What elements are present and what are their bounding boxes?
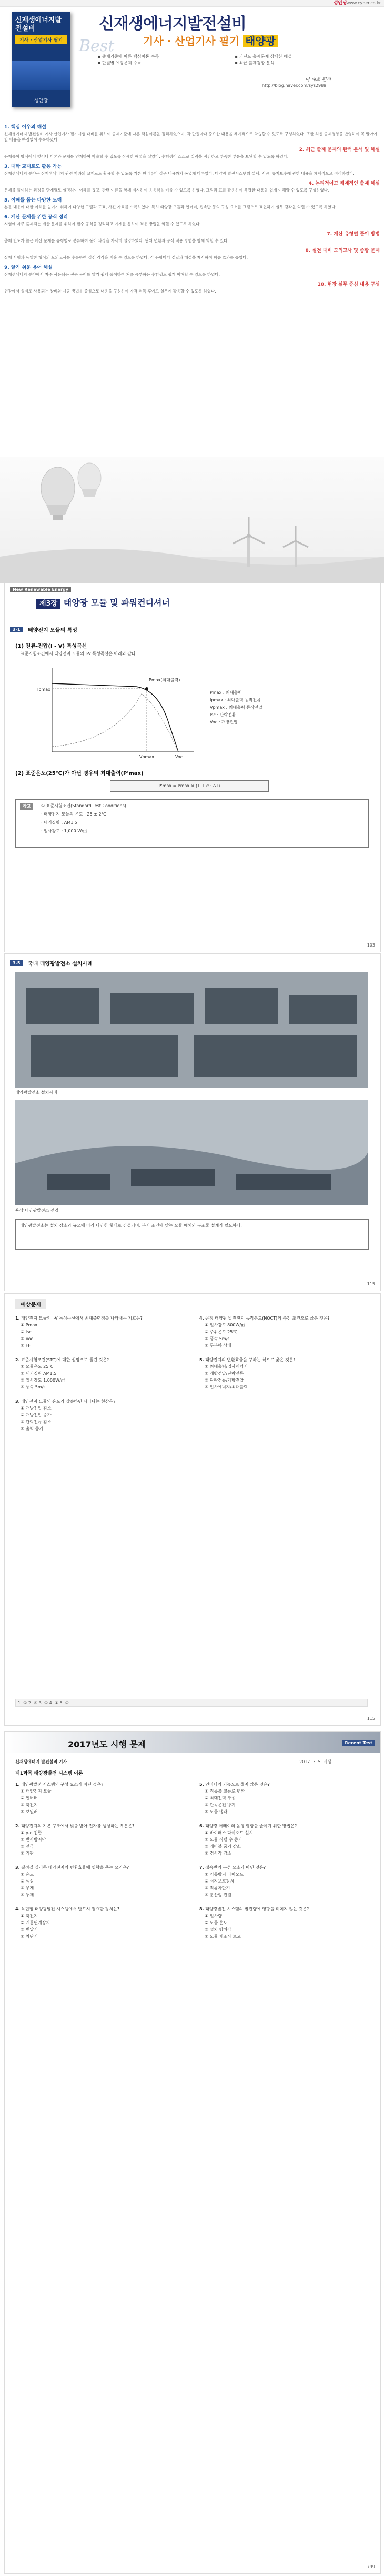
- page-number: 115: [367, 1282, 375, 1286]
- note-line: ① 표준시험조건(Standard Test Conditions): [41, 803, 126, 808]
- intro-section-body: 신재생에너지 발전설비 기사 산업기사 필기시험 대비를 위하여 출제기준에 따른 핵심이론을 정리하였으며, 각 단원마다 중요한 내용을 체계적으로 학습할 수 있도록 구성하였다. 또한 최신 출제경향을 반영하여 꼭 알아야 할 내용을 빠짐없이 수록하였다.: [4, 132, 378, 142]
- answer-option[interactable]: ④ 차단기: [21, 1934, 38, 1939]
- note-line: · 태양전지 모듈의 온도 : 25 ± 2℃: [41, 812, 106, 817]
- question-number: 4.: [15, 1907, 20, 1911]
- page-number: 799: [367, 2564, 375, 2569]
- question-body: 접속반의 구성 요소가 아닌 것은?: [205, 1865, 266, 1870]
- answer-option[interactable]: ④ 출력 증가: [21, 1426, 44, 1431]
- formula-text: P'max = Pmax × (1 + α · ΔT): [158, 783, 220, 788]
- answer-option[interactable]: ① Pmax: [21, 1323, 37, 1327]
- question-text: [199, 1906, 373, 1913]
- question-text: [15, 1864, 189, 1871]
- question-body: 태양전지 모듈의 온도가 상승하면 나타나는 현상은?: [21, 1399, 116, 1404]
- answer-option[interactable]: ① 일사량: [205, 1914, 222, 1918]
- feature-bullet: ▪ 최근 출제경향 분석: [235, 61, 275, 65]
- scenery-illustration: [0, 457, 384, 583]
- answer-option[interactable]: ④ 두께: [21, 1893, 34, 1897]
- answer-option[interactable]: ③ 무게: [21, 1886, 34, 1890]
- answer-option[interactable]: ① 역류방지 다이오드: [205, 1872, 244, 1877]
- question-body: 공칭 태양광 발전전지 동작온도(NOCT)의 측정 조건으로 옳은 것은?: [205, 1316, 330, 1321]
- answer-option[interactable]: ① p-n 접합: [21, 1830, 42, 1835]
- question-item: [199, 1356, 373, 1391]
- question-number: 4.: [199, 1316, 204, 1321]
- curve-label-voc: Voc: [175, 754, 183, 759]
- intro-section-title: 2. 최근 출제 문제의 완벽 분석 및 해설: [299, 147, 380, 153]
- question-body: 결정질 실리콘 태양전지의 변환효율에 영향을 주는 요인은?: [21, 1865, 129, 1870]
- question-number: 6.: [199, 1824, 204, 1828]
- note-box: [15, 799, 369, 848]
- answer-key: 1. ① 2. ④ 3. ① 4. ① 5. ①: [15, 1699, 368, 1707]
- answer-option[interactable]: ① 태양전지 모듈: [21, 1789, 52, 1794]
- intro-section-title: 5. 이해를 돕는 다양한 도해: [4, 198, 62, 203]
- question-number: 1.: [15, 1782, 20, 1787]
- svg-text:Voc : 개방전압: Voc : 개방전압: [210, 720, 238, 724]
- answer-option[interactable]: ③ 전극: [21, 1844, 34, 1849]
- answer-option[interactable]: ① 온도: [21, 1872, 34, 1877]
- author-name: 여 태호 편저: [305, 77, 331, 83]
- answer-option[interactable]: ① 모듈온도 25℃: [21, 1364, 54, 1369]
- solar-plant-photo-1: [15, 972, 368, 1088]
- photo-caption: 육상 태양광발전소 전경: [15, 1208, 59, 1213]
- answer-option[interactable]: ③ 단독운전 방지: [205, 1803, 236, 1807]
- question-number: 7.: [199, 1865, 204, 1870]
- book-cover-stripe: [12, 61, 70, 90]
- page-number: 115: [367, 1716, 375, 1721]
- brand-bar: [0, 0, 384, 7]
- feature-bullet: ▪ 출제기준에 따른 핵심이론 수록: [98, 54, 159, 59]
- book-cover-band: 기사 · 산업기사 필기: [15, 35, 67, 44]
- note-line: · 일사강도 : 1,000 W/㎡: [41, 829, 87, 833]
- intro-section-body: 실제 시험과 동일한 형식의 모의고사를 수록하여 실전 감각을 키울 수 있도록 하였다. 각 문항마다 정답과 해설을 제시하여 학습 효과를 높였다.: [4, 255, 248, 260]
- question-number: 3.: [15, 1399, 20, 1404]
- chapter-title: 태양광 모듈 및 파워컨디셔너: [63, 598, 170, 608]
- exam-date: 2017. 3. 5. 시행: [299, 1759, 332, 1764]
- question-item: [199, 1315, 373, 1349]
- answer-option[interactable]: ④ 모듈 냉각: [205, 1809, 228, 1814]
- publisher-url[interactable]: www.cyber.co.kr: [346, 1, 381, 5]
- book-cover-title: 신재생에너지발전설비: [15, 16, 62, 33]
- curve-label-ipmax: Ipmax: [37, 687, 50, 692]
- question-number: 2.: [15, 1357, 20, 1362]
- answer-option[interactable]: ④ 보일러: [21, 1809, 38, 1814]
- question-text: [199, 1781, 373, 1788]
- intro-section-body: 문제풀이 방식에서 벗어나 이론과 문제를 연계하여 학습할 수 있도록 상세한 해설을 실었다. 수험생이 스스로 실력을 점검하고 부족한 부분을 보완할 수 있도록 하였다.: [4, 154, 289, 159]
- note-label: 참고: [20, 803, 33, 810]
- iv-curve-figure: [36, 662, 331, 762]
- question-body: 태양전지의 변환효율을 구하는 식으로 옳은 것은?: [205, 1357, 296, 1362]
- intro-section-title: 10. 현장 실무 중심 내용 구성: [317, 282, 380, 287]
- best-watermark: Best: [79, 37, 115, 55]
- textbook-page-practice: [4, 1293, 381, 1726]
- question-text: [199, 1315, 373, 1322]
- intro-section-list: [4, 123, 380, 294]
- solar-plant-photo-2: [15, 1100, 368, 1205]
- textbook-page-install-cases: [4, 953, 381, 1291]
- question-text: [15, 1906, 189, 1913]
- answer-option[interactable]: ③ 직류차단기: [205, 1886, 230, 1890]
- intro-section-title: 8. 실전 대비 모의고사 및 종합 문제: [305, 248, 380, 254]
- svg-text:Pmax : 최대출력: Pmax : 최대출력: [210, 690, 242, 695]
- answer-option[interactable]: ② 모듈 직렬 수 증가: [205, 1837, 242, 1842]
- intro-section-body: 시험에 자주 출제되는 계산 문제를 위하여 필수 공식을 정리하고 예제를 통하여 적용 방법을 익힐 수 있도록 하였다.: [4, 222, 201, 226]
- answer-option[interactable]: ③ 축전지: [21, 1803, 38, 1807]
- answer-option[interactable]: ③ 일사강도 1,000W/㎡: [21, 1378, 65, 1383]
- intro-section-title: 9. 알기 쉬운 용어 해설: [4, 265, 53, 270]
- formula-box: [110, 780, 269, 792]
- answer-option[interactable]: ② 반사방지막: [21, 1837, 46, 1842]
- book-title: 신재생에너지발전설비: [99, 15, 246, 33]
- intro-section-body: 현장에서 실제로 사용되는 장비와 시공 방법을 중심으로 내용을 구성하여 자격 취득 후에도 실무에 활용할 수 있도록 하였다.: [4, 289, 216, 294]
- question-item: [199, 1864, 373, 1898]
- answer-option[interactable]: ① 직류를 교류로 변환: [205, 1789, 245, 1794]
- answer-option[interactable]: ① 최대출력/입사에너지: [205, 1364, 248, 1369]
- answer-option[interactable]: ④ 모듈 제조사 로고: [205, 1934, 241, 1939]
- answer-option[interactable]: ③ 단락전류 감소: [21, 1420, 52, 1424]
- curve-label-vpmax: Vpmax: [139, 754, 154, 759]
- answer-option[interactable]: ② 주위온도 25℃: [205, 1330, 238, 1334]
- book-subtitle: [143, 33, 278, 48]
- question-item: [15, 1823, 189, 1857]
- note-line: · 대기질량 : AM1.5: [41, 820, 77, 825]
- book-cover-image: [12, 12, 70, 107]
- question-item: [15, 1398, 189, 1432]
- exam-name: 신재생에너지 발전설비 기사: [15, 1759, 67, 1764]
- exam-subject: 제1과목 태양광발전 시스템 이론: [15, 1771, 83, 1776]
- answer-option[interactable]: ④ 기판: [21, 1851, 34, 1856]
- intro-section-title: 3. 대학 교재로도 활용 가능: [4, 164, 62, 169]
- section-number: 3-1: [10, 627, 23, 632]
- question-body: 독립형 태양광발전 시스템에서 반드시 필요한 장치는?: [21, 1907, 120, 1911]
- recent-test-banner: [5, 1732, 380, 1753]
- note-text: 태양광발전소는 설치 장소와 규모에 따라 다양한 형태로 건설되며, 부지 조건에 맞는 모듈 배치와 구조물 설계가 필요하다.: [20, 1223, 242, 1228]
- practice-title: 예상문제: [15, 1299, 46, 1309]
- section-number: 3-5: [10, 960, 23, 966]
- question-body: 태양광발전 시스템의 발전량에 영향을 미치지 않는 것은?: [205, 1907, 309, 1911]
- feature-bullet: ▪ 과년도 출제문제 상세한 해설: [235, 54, 292, 59]
- feature-bullet: ▪ 단원별 예상문제 수록: [98, 61, 142, 65]
- question-item: [199, 1823, 373, 1857]
- photo-caption: 태양광발전소 설치사례: [15, 1090, 57, 1095]
- answer-option[interactable]: ② 최대전력 추종: [205, 1796, 236, 1800]
- question-number: 8.: [199, 1907, 204, 1911]
- svg-text:Vpmax : 최대출력 동작전압: Vpmax : 최대출력 동작전압: [210, 705, 263, 710]
- answer-option[interactable]: ① 축전지: [21, 1914, 38, 1918]
- svg-text:Isc : 단락전류: Isc : 단락전류: [210, 712, 236, 717]
- answer-option[interactable]: ③ 풍속 5m/s: [205, 1336, 230, 1341]
- book-introduction: [4, 120, 380, 457]
- answer-option[interactable]: ② Isc: [21, 1330, 32, 1334]
- intro-section-title: 6. 계산 문제를 위한 공식 정리: [4, 215, 68, 220]
- answer-option[interactable]: ① 개방전압 감소: [21, 1406, 52, 1411]
- intro-section-title: 7. 계산 유형별 풀이 방법: [327, 232, 380, 237]
- question-body: 태양전지의 기본 구조에서 빛을 받아 전자를 생성하는 부분은?: [21, 1824, 135, 1828]
- book-cover-publisher: 성안당: [34, 98, 48, 104]
- answer-option[interactable]: ② 계통연계장치: [21, 1920, 50, 1925]
- question-item: [15, 1315, 189, 1349]
- iv-curve-legend: [210, 690, 262, 724]
- section-title: 국내 태양광발전소 설치사례: [28, 961, 93, 967]
- subsection-heading: (1) 전류-전압(I - V) 특성곡선: [15, 643, 87, 649]
- answer-option[interactable]: ④ 경사각 감소: [205, 1851, 231, 1856]
- answer-option[interactable]: ④ 풍속 5m/s: [21, 1385, 46, 1390]
- question-text: [199, 1823, 373, 1829]
- book-tag: New Renewable Energy: [10, 587, 71, 592]
- intro-section-body: 본문 내용에 대한 이해를 높이기 위하여 다양한 그림과 도표, 사진 자료를 수록하였다. 특히 태양광 모듈과 인버터, 접속반 등의 구성 요소를 그림으로 표현하여 실무 감각을 익힐 수 있도록 하였다.: [4, 205, 337, 209]
- note-box: [15, 1219, 369, 1250]
- curve-label-pmax: Pmax(최대출력): [149, 678, 180, 682]
- question-number: 3.: [15, 1865, 20, 1870]
- answer-option[interactable]: ② 인버터: [21, 1796, 38, 1800]
- question-text: [199, 1356, 373, 1363]
- answer-option[interactable]: ② 모듈 온도: [205, 1920, 228, 1925]
- intro-section-body: 신재생에너지 분야에서 자주 사용되는 전문 용어를 알기 쉽게 풀이하여 처음 공부하는 수험생도 쉽게 이해할 수 있도록 하였다.: [4, 272, 220, 277]
- question-body: 표준시험조건(STC)에 대한 설명으로 틀린 것은?: [21, 1357, 109, 1362]
- question-body: 인버터의 기능으로 옳지 않은 것은?: [205, 1782, 270, 1787]
- question-item: [199, 1781, 373, 1815]
- answer-option[interactable]: ① 바이패스 다이오드 설치: [205, 1830, 254, 1835]
- question-body: 태양광발전 시스템의 구성 요소가 아닌 것은?: [21, 1782, 104, 1787]
- subtitle-main: 기사 · 산업기사 필기: [143, 35, 240, 47]
- chapter-number: 제3장: [36, 599, 60, 609]
- answer-option[interactable]: ③ 케이블 굵기 감소: [205, 1844, 241, 1849]
- book-cover-header: [0, 0, 384, 124]
- answer-option[interactable]: ④ 입사에너지/최대출력: [205, 1385, 248, 1390]
- intro-section-body: 문제를 풀이하는 과정을 단계별로 설명하여 이해를 돕고, 관련 이론을 함께 제시하여 응용력을 키울 수 있도록 하였다. 그림과 표를 활용하여 복잡한 내용을 쉽게 이해할 수 있도록 구성하였다.: [4, 188, 329, 193]
- practice-column-left: [15, 1315, 189, 1440]
- feature-bullets: [98, 54, 382, 66]
- subtitle-highlight: 태양광: [243, 35, 278, 47]
- question-item: [15, 1906, 189, 1940]
- publisher-logo: 성안당: [333, 1, 347, 6]
- answer-option[interactable]: ② 색상: [21, 1879, 34, 1884]
- page-number: 103: [367, 943, 375, 948]
- intro-section-body: 출제 빈도가 높은 계산 문제를 유형별로 분류하여 풀이 과정을 자세히 설명하였다. 단위 변환과 공식 적용 방법을 함께 익힐 수 있다.: [4, 238, 229, 243]
- subsection-heading: (2) 표준온도(25℃)가 아닌 경우의 최대출력(P'max): [15, 771, 144, 777]
- answer-option[interactable]: ② 서지보호장치: [205, 1879, 235, 1884]
- answer-option[interactable]: ② 개방전압/단락전류: [205, 1371, 244, 1376]
- answer-option[interactable]: ② 개방전압 증가: [21, 1413, 52, 1417]
- answer-option[interactable]: ④ 분산형 전원: [205, 1893, 231, 1897]
- answer-option[interactable]: ③ Voc: [21, 1336, 33, 1341]
- recent-test-badge: Recent Test: [342, 1740, 375, 1746]
- question-number: 5.: [199, 1782, 204, 1787]
- answer-option[interactable]: ③ 단락전류/개방전압: [205, 1378, 244, 1383]
- question-text: [15, 1823, 189, 1829]
- svg-text:Ipmax : 최대출력 동작전류: Ipmax : 최대출력 동작전류: [210, 698, 261, 702]
- question-item: [199, 1906, 373, 1940]
- textbook-page-recent-test: [4, 1731, 381, 2574]
- answer-option[interactable]: ② 대기질량 AM1.5: [21, 1371, 57, 1376]
- textbook-page-103: [4, 583, 381, 952]
- question-text: [15, 1781, 189, 1788]
- question-text: [15, 1398, 189, 1405]
- recent-test-title: 2017년도 시행 문제: [68, 1739, 146, 1749]
- exam-column-right: [199, 1781, 373, 1947]
- question-text: [15, 1315, 189, 1322]
- author-blog-link[interactable]: http://blog.naver.com/sys2989: [262, 83, 327, 88]
- intro-section-title: 4. 논리적이고 체계적인 출제 해설: [308, 181, 380, 186]
- intro-section-title: 1. 핵심 이우의 해설: [4, 125, 46, 130]
- intro-section-body: 신재생에너지 분야는 신재생에너지 관련 학과의 교재로도 활용할 수 있도록 기본 원리부터 실무 내용까지 폭넓게 다루었다. 태양광 발전시스템의 설계, 시공, 유지보수에 관한 내용을 체계적으로 정리하였다.: [4, 171, 355, 176]
- question-body: 태양광 어레이의 음영 영향을 줄이기 위한 방법은?: [205, 1824, 297, 1828]
- answer-option[interactable]: ④ FF: [21, 1343, 31, 1348]
- practice-column-right: [199, 1315, 373, 1398]
- section-title: 태양전지 모듈의 특성: [28, 628, 77, 633]
- question-number: 5.: [199, 1357, 204, 1362]
- question-text: [15, 1356, 189, 1363]
- question-item: [15, 1356, 189, 1391]
- answer-option[interactable]: ④ 무부하 상태: [205, 1343, 231, 1348]
- question-text: [199, 1864, 373, 1871]
- answer-option[interactable]: ③ 변압기: [21, 1927, 38, 1932]
- exam-column-left: [15, 1781, 189, 1947]
- question-number: 2.: [15, 1824, 20, 1828]
- answer-option[interactable]: ① 일사강도 800W/㎡: [205, 1323, 246, 1327]
- question-number: 1.: [15, 1316, 20, 1321]
- question-item: [15, 1781, 189, 1815]
- subsection-description: 표준시험조건에서 태양전지 모듈의 I-V 특성곡선은 아래와 같다.: [21, 651, 137, 656]
- chapter-heading: [36, 596, 170, 608]
- answer-option[interactable]: ③ 설치 방위각: [205, 1927, 231, 1932]
- balloon-illustration: [0, 457, 384, 583]
- question-body: 태양전지 모듈의 I-V 특성곡선에서 최대출력점을 나타내는 기호는?: [21, 1316, 143, 1321]
- question-item: [15, 1864, 189, 1898]
